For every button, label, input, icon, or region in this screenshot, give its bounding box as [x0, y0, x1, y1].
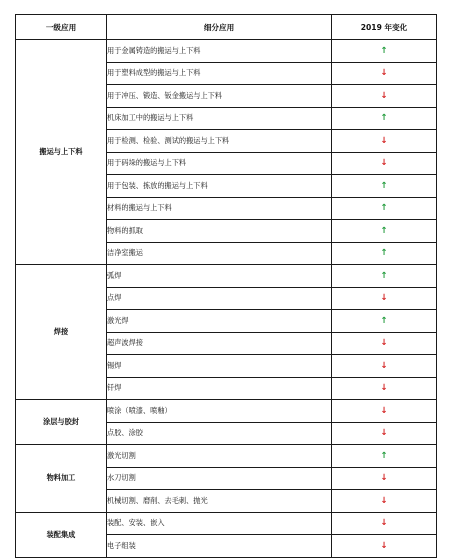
sub-application-cell: 喷涂（喷漆、喷釉）	[107, 400, 332, 423]
change-cell	[332, 377, 437, 400]
change-cell	[332, 400, 437, 423]
primary-application-cell: 涂层与胶封	[16, 400, 107, 445]
change-cell	[332, 152, 437, 175]
arrow-down-icon: ↓	[380, 360, 388, 371]
arrow-down-icon: ↓	[380, 383, 388, 394]
change-cell	[332, 490, 437, 513]
arrow-up-icon: ↑	[380, 225, 388, 236]
change-cell	[332, 512, 437, 535]
change-cell	[332, 535, 437, 558]
change-cell	[332, 130, 437, 153]
primary-application-cell: 焊接	[16, 265, 107, 400]
change-cell	[332, 40, 437, 63]
arrow-down-icon: ↓	[380, 68, 388, 79]
sub-application-cell: 水刀切割	[107, 467, 332, 490]
sub-application-cell: 用于塑料成型的搬运与上下料	[107, 62, 332, 85]
sub-application-cell: 用于冲压、锻造、钣金搬运与上下料	[107, 85, 332, 108]
sub-application-cell: 弧焊	[107, 265, 332, 288]
change-cell	[332, 265, 437, 288]
sub-application-cell: 电子组装	[107, 535, 332, 558]
change-cell	[332, 197, 437, 220]
change-cell	[332, 310, 437, 333]
change-cell	[332, 287, 437, 310]
arrow-down-icon: ↓	[380, 473, 388, 484]
table-row	[16, 265, 437, 288]
sub-application-cell: 锡焊	[107, 355, 332, 378]
arrow-down-icon: ↓	[380, 135, 388, 146]
header-primary-application: 一级应用	[16, 15, 107, 40]
primary-application-cell: 搬运与上下料	[16, 40, 107, 265]
change-cell	[332, 62, 437, 85]
sub-application-cell: 机床加工中的搬运与上下料	[107, 107, 332, 130]
sub-application-cell: 点焊	[107, 287, 332, 310]
arrow-up-icon: ↑	[380, 270, 388, 281]
sub-application-cell: 用于包装、拣放的搬运与上下料	[107, 175, 332, 198]
sub-application-cell: 激光切割	[107, 445, 332, 468]
arrow-down-icon: ↓	[380, 428, 388, 439]
arrow-up-icon: ↑	[380, 180, 388, 191]
arrow-down-icon: ↓	[380, 338, 388, 349]
change-cell	[332, 220, 437, 243]
arrow-down-icon: ↓	[380, 518, 388, 529]
primary-application-cell: 装配集成	[16, 512, 107, 557]
sub-application-cell: 超声波焊接	[107, 332, 332, 355]
sub-application-cell: 钎焊	[107, 377, 332, 400]
sub-application-cell: 机械切割、磨削、去毛刺、抛光	[107, 490, 332, 513]
table-row	[16, 445, 437, 468]
primary-application-cell: 物料加工	[16, 445, 107, 513]
sub-application-cell: 点胶、涂胶	[107, 422, 332, 445]
sub-application-cell: 材料的搬运与上下料	[107, 197, 332, 220]
change-cell	[332, 107, 437, 130]
change-cell	[332, 422, 437, 445]
change-cell	[332, 175, 437, 198]
arrow-down-icon: ↓	[380, 540, 388, 551]
change-cell	[332, 467, 437, 490]
sub-application-cell: 用于检测、检验、测试的搬运与上下料	[107, 130, 332, 153]
sub-application-cell: 激光焊	[107, 310, 332, 333]
table-row	[16, 512, 437, 535]
table-row	[16, 40, 437, 63]
header-row	[16, 15, 437, 40]
change-cell	[332, 242, 437, 265]
table-row	[16, 400, 437, 423]
change-cell	[332, 445, 437, 468]
arrow-up-icon: ↑	[380, 450, 388, 461]
arrow-down-icon: ↓	[380, 405, 388, 416]
sub-application-cell: 洁净室搬运	[107, 242, 332, 265]
change-cell	[332, 85, 437, 108]
robot-application-table	[15, 14, 437, 558]
arrow-down-icon: ↓	[380, 90, 388, 101]
arrow-up-icon: ↑	[380, 113, 388, 124]
arrow-down-icon: ↓	[380, 495, 388, 506]
arrow-down-icon: ↓	[380, 293, 388, 304]
arrow-up-icon: ↑	[380, 203, 388, 214]
arrow-up-icon: ↑	[380, 248, 388, 259]
change-cell	[332, 355, 437, 378]
sub-application-cell: 用于金属铸造的搬运与上下料	[107, 40, 332, 63]
arrow-up-icon: ↑	[380, 45, 388, 56]
header-sub-application: 细分应用	[107, 15, 332, 40]
sub-application-cell: 用于码垛的搬运与上下料	[107, 152, 332, 175]
table-body	[16, 40, 437, 558]
arrow-up-icon: ↑	[380, 315, 388, 326]
change-cell	[332, 332, 437, 355]
arrow-down-icon: ↓	[380, 158, 388, 169]
sub-application-cell: 装配、安装、嵌入	[107, 512, 332, 535]
header-2019-change: 2019 年变化	[332, 15, 437, 40]
sub-application-cell: 物料的抓取	[107, 220, 332, 243]
